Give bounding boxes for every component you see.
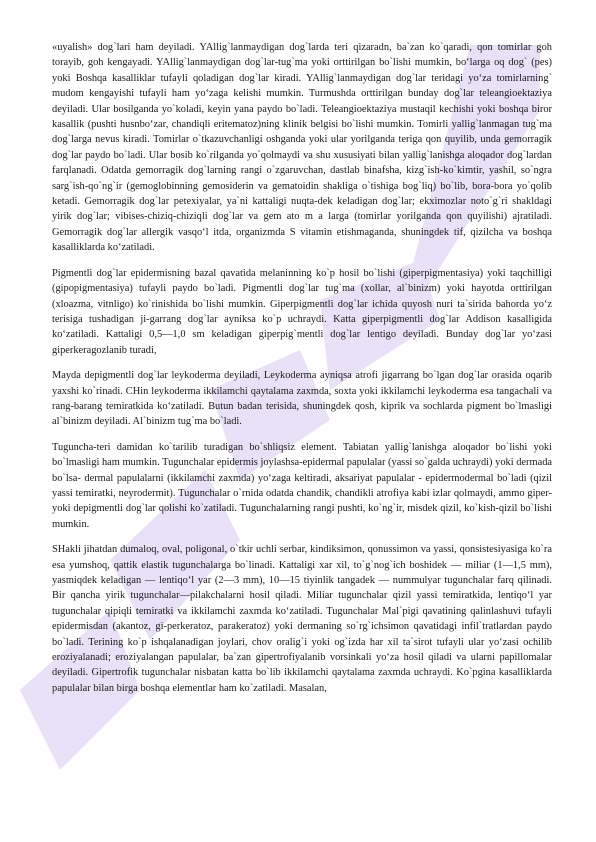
paragraph: «uyalish» dog`lari ham deyiladi. YAllig`lanmaydigan dog`larda teri qizaradn, ba`zan ko`qaradi, qon tomirlar goh torayib, goh kengayadi. YAllig`lanmaydigan dog`lar-tug`ma yoki orttirilgan bo`lishi mumkin, bo‘larga oq dog` (pes) yoki Boshqa kasalliklar tufayli qoladigan dog`lar kiradi. YAllig`lanmaydigan dog`lar teridagi yo‘za tomirlarning` mudom kengayishi tufayli ham yo‘zaga kelishi mumkin. Turmushda orttirilgan bunday dog`lar teleangioektaziya deyiladi. Ular bosilganda yo`koladi, keyin yana paydo bo`ladi. Teleangioektaziya mustaqil kechishi yoki boshqa biror kasallik (pushti husnbo‘zar, chandiqli eritematoz)ning klinik belgisi bo`lishi mumkin. Tomirli yallig`lanmagan tug`ma dog`larga nevus kiradi. Tomirlar o`tkazuvchanligi oshganda yoki ular yorilganda teriga qon quyilib, unda gemorragik dog`lar paydo bo`ladi. Ular bosib ko`rilganda yo`qolmaydi va shu xususiyati bilan yallig`lanishga aloqador dog`lardan farqlanadi. Odatda gemorragik dog`larning rangi o`zgaruvchan, dastlab binafsha, kizg`ish-ko`kimtir, yashil, so`ngra sarg`ish-qo`ng`ir (gemoglobinning gemosiderin va gematoidin shakliga o`tishiga bog`liq) bo`lib, bora-bora yo`qolib ketadi. Gemorragik dog`lar petexiyalar, ya`ni kattaligi nuqta-dek keladigan dog`lar; ekximozlar noto`g`ri shakldagi yirik dog`lar; vibises-chiziq-chiziqli dog`lar va gem ato m a larga (tomirlar yorilganda qon quyilishi) ajratiladi. Gemorragik dog`lar allergik vasqo‘l itda, organizmda S vitamin etishmaganda, shuningdek tif, qizilcha va boshqa kasalliklarda ko‘zatiladi. <box>52 42 552 254</box>
paragraph: Tuguncha-teri damidan ko`tarilib turadigan bo`shliqsiz element. Tabiatan yallig`lanishga aloqador bo`lishi yoki bo`lmasligi ham mumkin. Tugunchalar epidermis joylashsa-epidermal papulalar (yassi so`galda uchraydi) yoki dermada bo`lsa- dermal papulalarni (ikkilamchi zaxmda) yo‘zaga keltiradi, aksariyat papulalar - epidermodermal bo`ladi (qizil yassi temiratki, neyrodermit). Tugunchalar o`rnida odatda chandik, chandikli atrofiya kabi izlar qolmaydi, ammo giper- yoki depigmentli dog`lar qolishi ko`zatiladi. Tugunchalarning rangi pushti, ko`ng`ir, misdek qizil, ko`kish-qizil bo`lishi mumkin. <box>52 441 552 530</box>
document-body <box>52 40 552 706</box>
paragraph: SHakli jihatdan dumaloq, oval, poligonal, o`tkir uchli serbar, kindiksimon, qonussimon va yassi, qonsistesiyasiga ko`ra esa yumshoq, qattik elastik tugunchalarga bo`linadi. Kattaligi xar xil, to`g`nog`ich boshidek — miliar (1—1,5 mm), yasmiqdek keladigan — lentiqo‘l yar (2—3 mm), 10—15 tiyinlik tangadek — nummulyar tugunchalar farq qilinadi. Bir qancha yirik tugunchalar—pilakchalarni hosil qiladi. Miliar tugunchalar qizil yassi temiratkida, lentiqo‘l yar tugunchalar qipiqli temiratki va ikkilamchi zaxmda ko‘zatiladi. Tugunchalar Mal`pigi qavatining qalinlashuvi tufayli epidermisdan (akantoz, gi-perkeratoz, parakeratoz) yoki dermaning so`rg`ichsimon qavatidagi infil`tratlardan paydo bo`ladi. Terining ko`p ishqalanadigan joylari, chov oralig`i yoki og`izda har xil ta`sirot tufayli ular yo‘zasi ochilib eroziyalanadi; eroziyalangan papulalar, ba`zan gipertrofiyalanib vorsinkali yo‘za hosil qiladi va ularni papillomalar deyiladi. Gipertrofik tugunchalar nisbatan katta bo`lib ikkilamchi qaytalama zaxmda uchraydi. Ko`pgina kasalliklarda papulalar bilan birga boshqa elementlar ham ko`zatiladi. Masalan, <box>52 544 552 694</box>
paragraph: Pigmentli dog`lar epidermisning bazal qavatida melaninning ko`p hosil bo`lishi (giperpigmentasiya) yoki taqchilligi (gipopigmentasiya) tufayli paydo bo`ladi. Pigmentli dog`lar tug`ma (xollar, al`binizm) yoki hayotda orttirilgan (xloazma, vitnligo) ko`rinishida bo`lishi mumkin. Giperpigmentli dog`lar ichida quyosh nuri ta`sirida bahorda yo‘z terisiga tushadigan ji-garrang dog`lar ayniksa ko`p uchraydi. Katta giperpigmentli dog`lar Addison kasalligida ko‘zatiladi. Kattaligi 0,5—1,0 sm keladigan giperpig`mentli dog`lar lentigo deyiladi. Bunday dog`lar yo‘zasi giperkeragozlanib turadi, <box>52 267 552 356</box>
paragraph: Mayda depigmentli dog`lar leykoderma deyiladi, Leykoderma ayniqsa atrofi jigarrang bo`lgan dog`lar orasida oqarib yaxshi ko`rinadi. CHin leykoderma ikkilamchi qaytalama zaxmda, soxta yoki ikkilamchi leykoderma esa tangachali va rang-barang temiratkida ko‘zatiladi. Butun badan terisida, shuningdek qosh, kiprik va sochlarda pigment bo`lmasligi al`binizm deyiladi. Al`binizm tug`ma bo`ladi. <box>52 370 552 428</box>
